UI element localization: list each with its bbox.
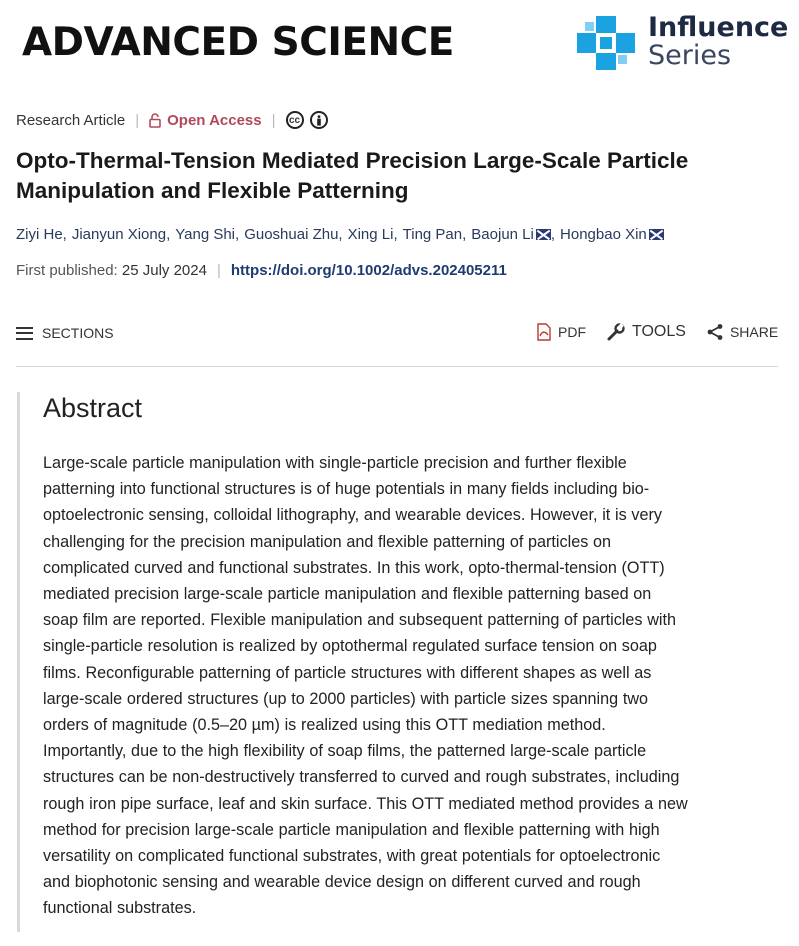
author-separator: , [235, 226, 240, 243]
abstract-line: complicated curved and functional substrates. In this work, opto-thermal-tension (OTT) [43, 558, 665, 577]
author-name[interactable]: Yang Shi [175, 226, 236, 243]
abstract-line: optoelectronic sensing, colloidal lithography, and wearable devices. However, it is very [43, 506, 662, 525]
author-name[interactable]: Xing Li [347, 226, 394, 243]
abstract-text [43, 450, 788, 922]
tools-label: TOOLS [632, 323, 686, 340]
author-item[interactable] [175, 226, 244, 243]
meta-separator: | [216, 262, 221, 279]
abstract-line: Large-scale particle manipulation with single-particle precision and further flexible [43, 454, 627, 472]
author-item[interactable] [403, 226, 472, 243]
article-meta-row [16, 108, 328, 132]
abstract-border [17, 392, 20, 932]
divider [16, 366, 778, 367]
tools-button[interactable] [606, 322, 686, 342]
pdf-label: PDF [558, 324, 586, 340]
wrench-icon [606, 322, 626, 342]
cc-icon[interactable]: cc [286, 111, 304, 129]
author-list [16, 226, 664, 243]
abstract-heading: Abstract [43, 393, 143, 423]
author-name[interactable]: Ting Pan [402, 226, 463, 243]
abstract-line: versatility on complicated functional substrates, with great potentials for optoelectronic [43, 847, 661, 866]
first-published-label: First published: [16, 262, 118, 279]
abstract-line: large-scale ordered structures (up to 2000 particles) with particle sizes spanning two [43, 689, 649, 708]
author-name[interactable]: Jianyun Xiong [71, 226, 167, 243]
sections-label: SECTIONS [42, 325, 114, 341]
abstract-line: mediated precision large-scale particle manipulation and flexible patterning based on [43, 585, 652, 604]
license-icons[interactable] [286, 111, 328, 129]
author-separator: , [166, 226, 171, 243]
abstract-line: and biophotonic sensing and wearable device design on different curved and rough [43, 873, 641, 892]
author-separator: , [62, 226, 67, 243]
author-item[interactable] [471, 226, 560, 243]
pdf-button[interactable] [536, 323, 586, 341]
abstract-line: method for precision large-scale particle manipulation and flexible patterning with high [43, 820, 660, 839]
author-item[interactable] [348, 226, 403, 243]
article-title: Opto-Thermal-Tension Mediated Precision Large-Scale Particle Manipulation and Flexible Patterning [16, 148, 689, 203]
author-separator: , [462, 226, 467, 243]
author-item[interactable] [72, 226, 175, 243]
list-menu-icon [16, 327, 33, 340]
abstract-line: challenging for the precision manipulation and flexible patterning of particles on [43, 532, 612, 551]
author-name[interactable]: Ziyi He [16, 226, 63, 243]
publication-info [16, 262, 507, 279]
mail-icon[interactable] [536, 229, 551, 240]
mail-icon[interactable] [649, 229, 664, 240]
author-item[interactable] [16, 226, 72, 243]
share-button[interactable] [706, 323, 778, 341]
abstract-line: orders of magnitude (0.5–20 µm) is realized using this OTT mediation method. [43, 716, 606, 735]
author-item[interactable] [244, 226, 347, 243]
author-name[interactable]: Baojun Li [471, 226, 534, 243]
share-icon [706, 323, 724, 341]
series-label: Series [648, 40, 732, 71]
meta-separator: | [271, 111, 276, 129]
abstract-line: Importantly, due to the high flexibility of soap films, the patterned large-scale particle [43, 742, 647, 761]
abstract-line: patterning into functional structures is of huge potentials in many fields including bio- [43, 480, 650, 499]
abstract-line: single-particle resolution is realized by optothermal regulated surface tension on soap [43, 637, 657, 656]
author-name[interactable]: Hongbao Xin [560, 226, 647, 243]
abstract-line: rough iron pipe surface, leaf and skin surface. This OTT mediated method provides a new [43, 794, 688, 813]
journal-title[interactable]: ADVANCED SCIENCE [22, 20, 454, 65]
by-icon[interactable] [310, 111, 328, 129]
abstract-line: functional substrates. [43, 899, 197, 918]
author-separator: , [393, 226, 398, 243]
influence-series-logo-icon [577, 16, 635, 70]
open-lock-icon [149, 113, 161, 128]
doi-link[interactable]: https://doi.org/10.1002/advs.202405211 [230, 262, 507, 279]
pdf-icon [536, 323, 552, 341]
influence-series-label [648, 14, 788, 70]
share-label: SHARE [729, 324, 779, 340]
author-name[interactable]: Guoshuai Zhu [244, 226, 339, 243]
first-published-date: 25 July 2024 [121, 262, 207, 279]
author-item[interactable] [560, 226, 664, 243]
abstract-line: structures can be non-destructively transferred to curved and rough substrates, including [43, 768, 680, 787]
author-separator: , [338, 226, 343, 243]
influence-label: Influence [648, 12, 789, 43]
article-tools-bar [536, 322, 778, 342]
abstract-line: soap film are reported. Flexible manipulation and subsequent patterning of particles with [43, 611, 676, 630]
article-type: Research Article [16, 111, 126, 129]
author-separator: , [550, 226, 556, 243]
sections-button[interactable] [16, 325, 114, 341]
open-access-label: Open Access [167, 111, 262, 129]
meta-separator: | [135, 111, 140, 129]
abstract-line: films. Reconfigurable patterning of particle structures with different shapes as well as [43, 663, 652, 682]
open-access-badge[interactable] [149, 112, 262, 129]
